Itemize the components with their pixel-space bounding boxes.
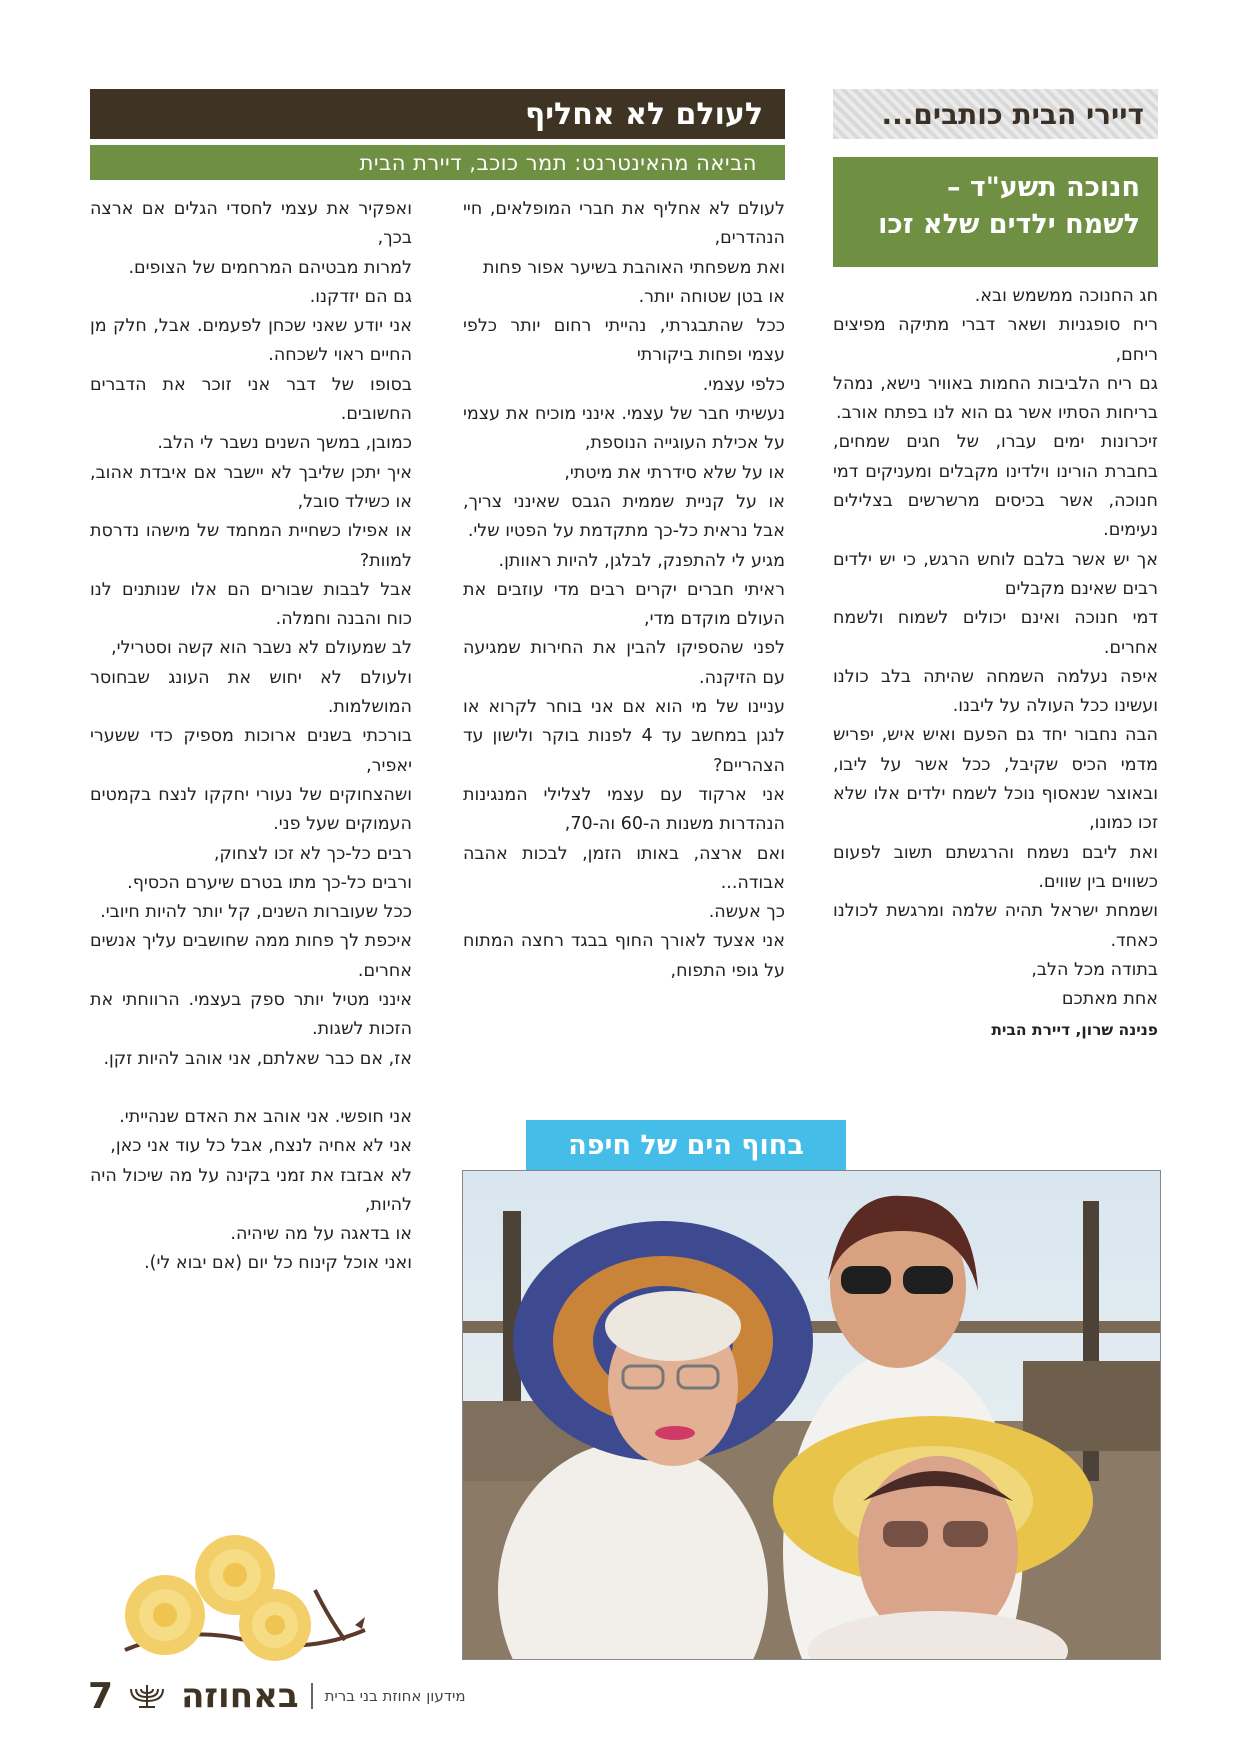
paragraph: איך יתכן שליבך לא יישבר אם איבדת אהוב, או כשילד סובל, [90, 462, 412, 512]
paragraph: אחת מאתכם [1061, 989, 1158, 1010]
section-header [833, 89, 1158, 139]
paragraph: ורבים כל-כך מתו בטרם שיערם הכסיף. [127, 872, 412, 893]
paragraph: גם הם יזדקנו. [309, 286, 412, 307]
paragraph: אבל לבבות שבורים הם אלו שנותנים לנו כוח והבנה וחמלה. [90, 579, 412, 630]
paragraph: או בדאגה על מה שיהיה. [230, 1224, 412, 1245]
paragraph: אני יודע שאני שכחן לפעמים. אבל, חלק מן החיים ראוי לשכחה. [90, 316, 412, 366]
beach-photo-illustration [463, 1171, 1160, 1659]
section-header-text: דיירי הבית כותבים... [881, 97, 1144, 131]
paragraph: לב שמעולם לא נשבר הוא קשה וסטרילי, [111, 638, 412, 659]
paragraph: אני אצעד לאורך החוף בבגד רחצה המתוח על גופי התפוח, [463, 931, 785, 981]
photo-caption: בחוף הים של חיפה [568, 1129, 804, 1161]
paragraph: ואת משפחתי האוהבת בשיער אפור פחות [483, 257, 785, 278]
article-title-bar [90, 89, 785, 139]
article-column-right [463, 195, 785, 986]
paragraph: ואם ארצה, באותו הזמן, לבכות אהבה אבודה... [463, 843, 785, 893]
paragraph: הבה נחבור יחד גם הפעם ואיש איש, יפריש מדמי הכיס שקיבל, ככל אשר על ליבו, ובאוצר שנאסוף נוכל לשמח ילדים אלו שלא זכו כמונו, [833, 725, 1158, 834]
beach-photo [462, 1170, 1161, 1660]
paragraph: חג החנוכה ממשמש ובא. [974, 286, 1158, 306]
paragraph: אני לא אחיה לנצח, אבל כל עוד אני כאן, [110, 1136, 412, 1157]
article-column-left [90, 195, 412, 1279]
hanukkah-title-box [833, 157, 1158, 267]
paragraph: נעשיתי חבר של עצמי. אינני מוכיח את עצמי על אכילת העוגייה הנוספת, [463, 404, 785, 454]
paragraph: ריח סופגניות ושאר דברי מתיקה מפיצים ריחם, [833, 315, 1158, 365]
paragraph: אינני מטיל יותר ספק בעצמי. הרווחתי את הזכות לשגות. [90, 990, 412, 1040]
paragraph: כמובן, במשך השנים נשבר לי הלב. [157, 433, 412, 454]
paragraph: ככל שעוברות השנים, קל יותר להיות חיובי. [100, 902, 412, 923]
paragraph: כך אעשה. [708, 902, 785, 923]
paragraph: אני ארקוד עם עצמי לצלילי המנגינות הנהדרות משנות ה-60 וה-70, [463, 784, 785, 835]
footer-brand: באחוזה [181, 1676, 299, 1716]
paragraph: ושמחת ישראל תהיה שלמה ומרגשת לכולנו כאחד. [833, 901, 1158, 951]
article-title: לעולם לא אחליף [524, 96, 763, 132]
roses-icon [115, 1530, 395, 1675]
paragraph: בורכתי בשנים ארוכות מספיק כדי ששערי יאפיר, [90, 726, 412, 776]
hanukkah-title-line: לשמח ילדים שלא זכו [878, 209, 1140, 240]
footer-tagline: מידעון אחוזת בני ברית [324, 1687, 466, 1705]
paragraph: ואת ליבם נשמח והרגשתם תשוב לפעום כשווים בין שווים. [833, 842, 1158, 892]
photo-caption-tab [526, 1120, 846, 1170]
article-subtitle-bar [90, 145, 785, 180]
paragraph: רבים כל-כך לא זכו לצחוק, [213, 843, 412, 864]
hanukkah-title-line: חנוכה תשע"ד – [946, 172, 1140, 203]
menorah-icon [125, 1681, 169, 1711]
paragraph: אז, אם כבר שאלתם, אני אוהב להיות זקן. [103, 1048, 412, 1069]
paragraph: או על קניית שממית הגבס שאינני צריך, אבל נראית כל-כך מתקדמת על הפטיו שלי. [463, 491, 785, 542]
paragraph: איפה נעלמה השמחה שהיתה בלב כולנו ועשינו ככל העולה על ליבנו. [833, 666, 1158, 717]
hanukkah-signature: פנינה שרון, דיירת הבית [991, 1021, 1158, 1040]
paragraph: גם ריח הלביבות החמות באוויר נישא, נמהל בריחות הסתיו אשר גם הוא לנו בפתח אורב. [833, 373, 1158, 424]
page-footer [88, 1676, 466, 1716]
paragraph: ואני אוכל קינוח כל יום (אם יבוא לי). [144, 1253, 412, 1274]
paragraph: ככל שהתבגרתי, נהייתי רחום יותר כלפי עצמי ופחות ביקורתי [463, 316, 785, 366]
paragraph: כלפי עצמי. [702, 374, 785, 395]
article-subtitle: הביאה מהאינטרנט: תמר כוכב, דיירת הבית [359, 150, 757, 175]
paragraph: בסופו של דבר אני זוכר את הדברים החשובים. [90, 374, 412, 425]
paragraph: אני חופשי. אני אוהב את האדם שנהייתי. [119, 1106, 412, 1127]
paragraph: דמי חנוכה ואינם יכולים לשמוח ולשמח אחרים. [833, 608, 1158, 658]
footer-divider [311, 1683, 313, 1709]
paragraph: אך יש אשר בלבם לוחש הרגש, כי יש ילדים רבים שאינם מקבלים [833, 549, 1158, 599]
paragraph: ואפקיר את עצמי לחסדי הגלים אם ארצה בכך, [90, 199, 412, 249]
paragraph-gap [90, 1074, 412, 1103]
paragraph: או בטן שטוחה יותר. [638, 286, 785, 307]
hanukkah-body [833, 282, 1158, 1046]
paragraph: לעולם לא אחליף את חברי המופלאים, חיי הנהדרים, [463, 199, 785, 249]
paragraph: בתודה מכל הלב, [1031, 959, 1158, 980]
paragraph: או על שלא סידרתי את מיטתי, [564, 462, 785, 483]
paragraph: מגיע לי להתפנק, לבלגן, להיות ראוותן. [498, 550, 785, 571]
paragraph: או אפילו כשחיית המחמד של מישהו נדרסת למוות? [90, 521, 412, 571]
paragraph: איכפת לך פחות ממה שחושבים עליך אנשים אחרים. [90, 931, 412, 981]
paragraph: ושהצחוקים של נעורי יחקקו לנצח בקמטים העמוקים שעל פני. [90, 784, 412, 835]
paragraph: ראיתי חברים יקרים רבים מדי עוזבים את העולם מוקדם מדי, [463, 579, 785, 630]
page-number: 7 [88, 1675, 114, 1717]
paragraph: ולעולם לא יחוש את העונג שבחוסר המושלמות. [90, 667, 412, 718]
paragraph: לפני שהספיקו להבין את החירות שמגיעה עם הזיקנה. [463, 638, 785, 688]
paragraph: לא אבזבז את זמני בקינה על מה שיכול היה להיות, [90, 1165, 412, 1215]
paragraph: זיכרונות ימים עברו, של חגים שמחים, בחברת הורינו וילדינו מקבלים ומעניקים דמי חנוכה, אשר בכיסים מרשרשים בצלילים נעימים. [833, 432, 1158, 541]
paragraph: למרות מבטיהם המרחמים של הצופים. [128, 257, 412, 278]
roses-decoration [115, 1530, 395, 1675]
paragraph: עניינו של מי הוא אם אני בוחר לקרוא או לנגן במחשב עד 4 לפנות בוקר ולישון עד הצהריים? [463, 697, 785, 776]
